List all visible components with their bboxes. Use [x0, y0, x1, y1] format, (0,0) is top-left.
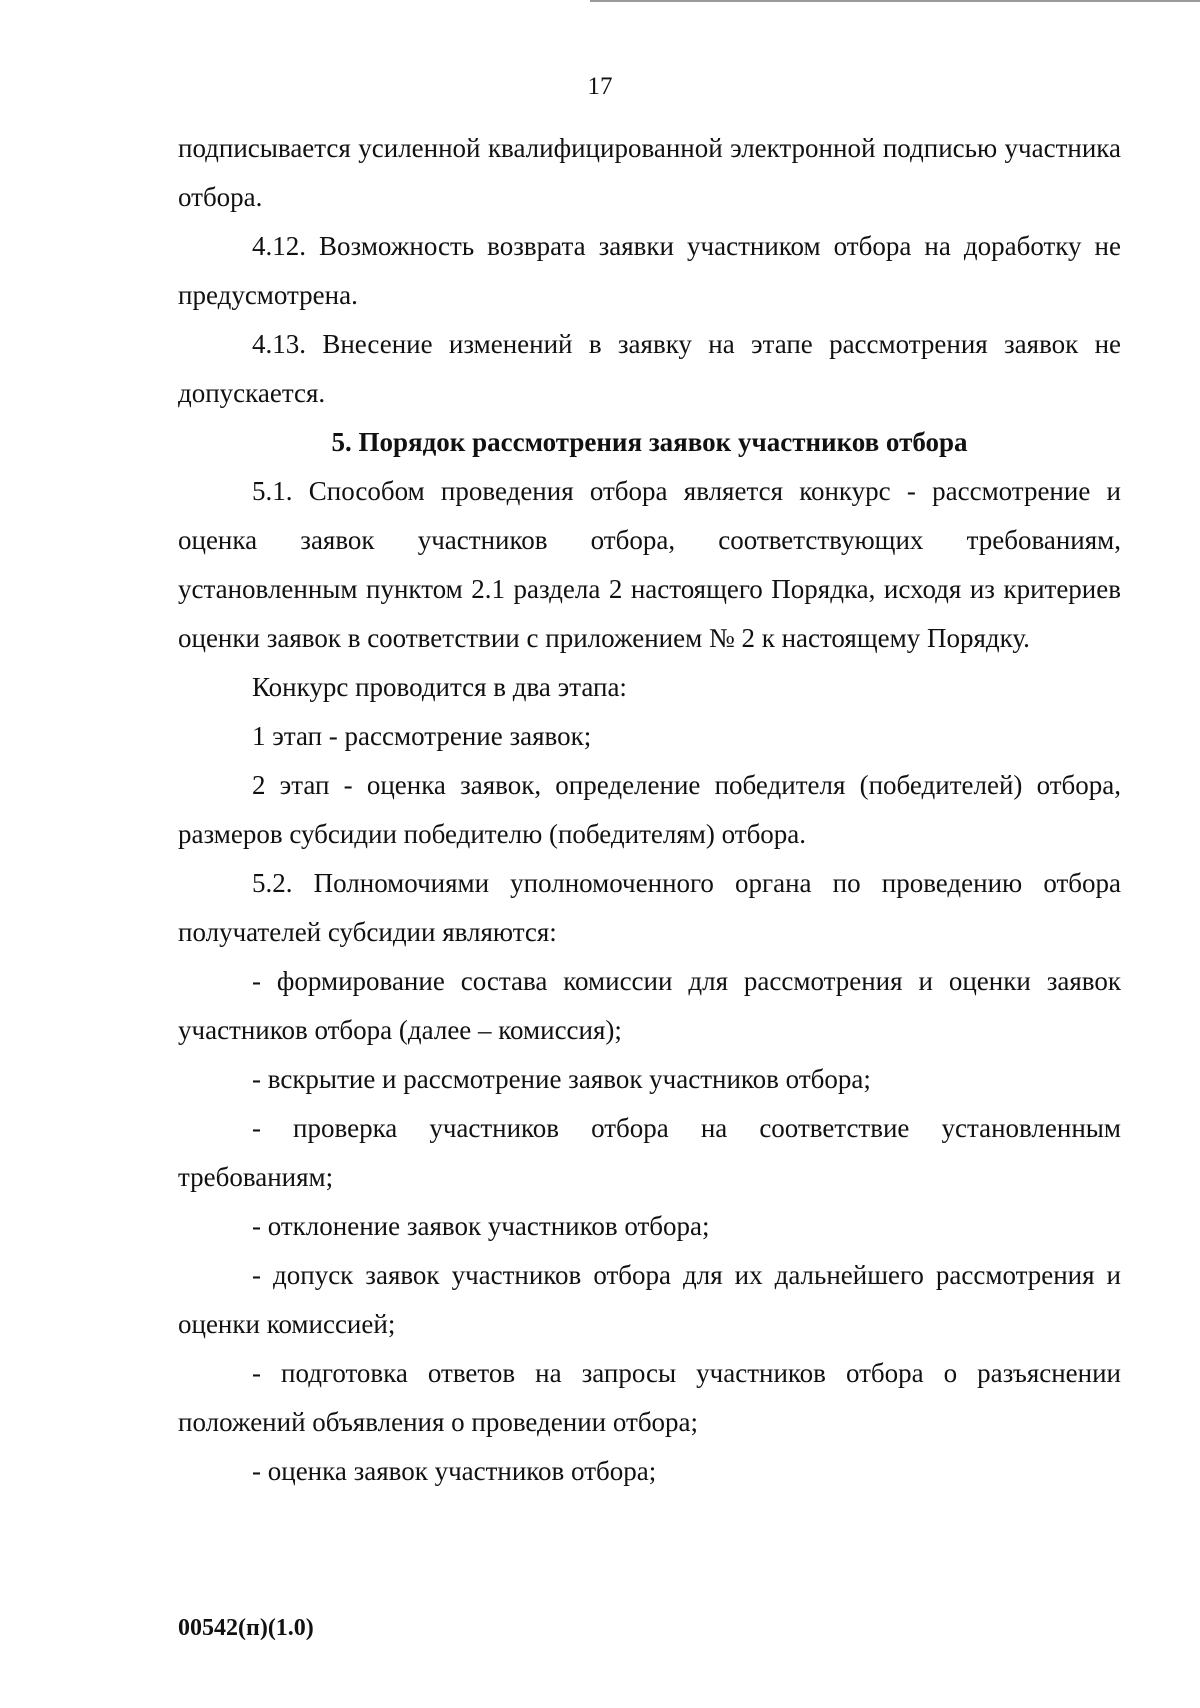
- document-code: 00542(п)(1.0): [178, 1615, 314, 1641]
- section-heading-5: 5. Порядок рассмотрения заявок участников отбора: [331, 427, 968, 457]
- top-edge-rule: [590, 0, 1200, 2]
- list-item-admission: - допуск заявок участников отбора для их дальнейшего рассмотрения и оценки комиссией;: [178, 1260, 1121, 1339]
- paragraph-signature: подписывается усиленной квалифицированной электронной подписью участника отбора.: [178, 133, 1121, 212]
- list-item-evaluation: - оценка заявок участников отбора;: [252, 1456, 657, 1486]
- paragraph-5-1: 5.1. Способом проведения отбора является конкурс - рассмотрение и оценка заявок участников отбора, соответствующих требованиям, установленным пунктом 2.1 раздела 2 настоящего Порядка, исходя из критериев оценки заявок в соответствии с приложением № 2 к настоящему Порядку.: [178, 476, 1121, 653]
- page-number: 17: [587, 73, 613, 100]
- paragraph-4-13: 4.13. Внесение изменений в заявку на этапе рассмотрения заявок не допускается.: [178, 329, 1121, 408]
- list-item-verification: - проверка участников отбора на соответствие установленным требованиям;: [178, 1113, 1121, 1192]
- paragraph-5-2: 5.2. Полномочиями уполномоченного органа по проведению отбора получателей субсидии являются:: [178, 868, 1121, 947]
- list-item-commission: - формирование состава комиссии для рассмотрения и оценки заявок участников отбора (далее – комиссия);: [178, 966, 1121, 1045]
- list-item-rejection: - отклонение заявок участников отбора;: [252, 1211, 710, 1241]
- document-body: [178, 124, 1121, 1496]
- paragraph-contest-stages: Конкурс проводится в два этапа:: [252, 672, 627, 702]
- list-item-opening: - вскрытие и рассмотрение заявок участников отбора;: [252, 1064, 871, 1094]
- paragraph-4-12: 4.12. Возможность возврата заявки участником отбора на доработку не предусмотрена.: [178, 231, 1121, 310]
- paragraph-stage-1: 1 этап - рассмотрение заявок;: [252, 721, 592, 751]
- list-item-answers: - подготовка ответов на запросы участников отбора о разъяснении положений объявления о проведении отбора;: [178, 1358, 1121, 1437]
- paragraph-stage-2: 2 этап - оценка заявок, определение победителя (победителей) отбора, размеров субсидии победителю (победителям) отбора.: [178, 770, 1121, 849]
